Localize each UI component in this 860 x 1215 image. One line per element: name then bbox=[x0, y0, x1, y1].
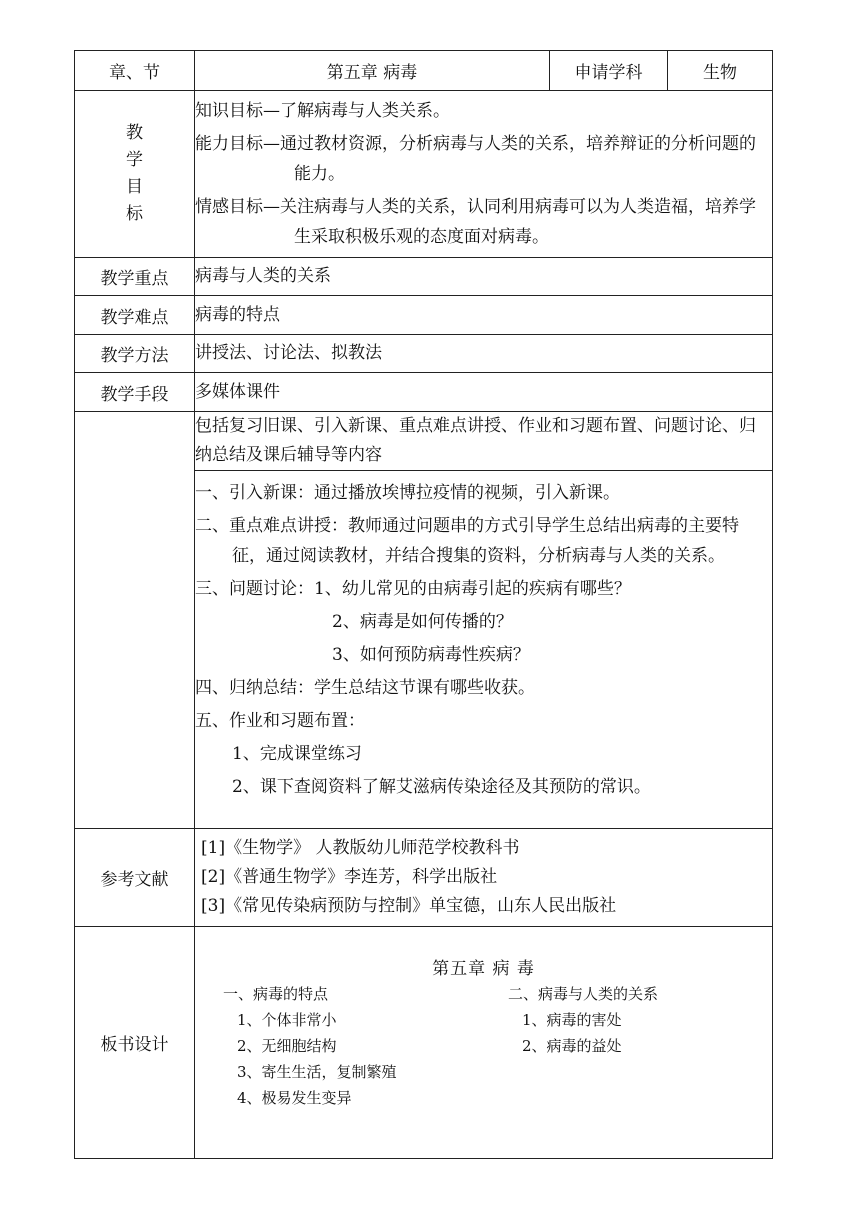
process-note: 包括复习旧课、引入新课、重点难点讲授、作业和习题布置、问题讨论、归纳总结及课后辅导等内容 bbox=[195, 412, 773, 471]
homework-item: 1、完成课堂练习 bbox=[232, 744, 362, 764]
objectives-label-char: 教 bbox=[126, 123, 143, 143]
board-left-item: 4、极易发生变异 bbox=[237, 1089, 352, 1107]
process-step: 五、作业和习题布置： bbox=[195, 711, 365, 731]
board-left-item: 1、个体非常小 bbox=[237, 1011, 337, 1029]
key-point-value: 病毒与人类的关系 bbox=[195, 258, 773, 296]
key-point-row bbox=[75, 258, 773, 296]
process-step: 四、归纳总结：学生总结这节课有哪些收获。 bbox=[195, 678, 535, 698]
references-list bbox=[195, 829, 773, 927]
process-step: 二、重点难点讲授：教师通过问题串的方式引导学生总结出病毒的主要特征，通过阅读教材，并结合搜集的资料，分析病毒与人类的关系。 bbox=[195, 516, 739, 566]
board-right-item: 1、病毒的害处 bbox=[522, 1011, 622, 1029]
references-label: 参考文献 bbox=[75, 829, 195, 927]
board-right-item: 2、病毒的益处 bbox=[522, 1037, 622, 1055]
subject-label: 申请学科 bbox=[550, 51, 668, 91]
ability-objective: 能力目标—通过教材资源，分析病毒与人类的关系，培养辩证的分析问题的能力。 bbox=[195, 134, 756, 184]
subject-value: 生物 bbox=[668, 51, 773, 91]
difficulty-value: 病毒的特点 bbox=[195, 296, 773, 335]
reference-item: [2]《普通生物学》李连芳，科学出版社 bbox=[201, 867, 498, 887]
knowledge-objective: 知识目标—了解病毒与人类关系。 bbox=[195, 101, 450, 121]
means-label: 教学手段 bbox=[75, 373, 195, 412]
objectives-label bbox=[75, 91, 195, 258]
process-step: 一、引入新课：通过播放埃博拉疫情的视频，引入新课。 bbox=[195, 483, 620, 503]
means-row bbox=[75, 373, 773, 412]
method-label: 教学方法 bbox=[75, 335, 195, 373]
key-point-label: 教学重点 bbox=[75, 258, 195, 296]
header-row bbox=[75, 51, 773, 91]
board-title: 第五章 病 毒 bbox=[432, 959, 535, 979]
board-left-column bbox=[223, 981, 397, 1111]
method-value: 讲授法、讨论法、拟教法 bbox=[195, 335, 773, 373]
homework-item: 2、课下查阅资料了解艾滋病传染途径及其预防的常识。 bbox=[232, 777, 651, 797]
emotion-objective: 情感目标—关注病毒与人类的关系，认同利用病毒可以为人类造福，培养学生采取积极乐观的态度面对病毒。 bbox=[195, 197, 756, 247]
means-value: 多媒体课件 bbox=[195, 373, 773, 412]
discussion-question: 3、如何预防病毒性疾病？ bbox=[332, 645, 530, 665]
board-right-heading: 二、病毒与人类的关系 bbox=[508, 985, 659, 1003]
objectives-content bbox=[195, 91, 773, 258]
board-row bbox=[75, 927, 773, 1159]
objectives-label-char: 学 bbox=[126, 150, 143, 170]
chapter-label: 章、节 bbox=[75, 51, 195, 91]
board-left-heading: 一、病毒的特点 bbox=[223, 985, 329, 1003]
process-content bbox=[195, 471, 773, 829]
board-content bbox=[195, 927, 773, 1159]
board-left-item: 2、无细胞结构 bbox=[237, 1037, 337, 1055]
process-label-cell bbox=[75, 412, 195, 829]
difficulty-label: 教学难点 bbox=[75, 296, 195, 335]
difficulty-row bbox=[75, 296, 773, 335]
objectives-label-char: 目 bbox=[126, 177, 143, 197]
board-label: 板书设计 bbox=[75, 927, 195, 1159]
lesson-plan-table bbox=[74, 50, 773, 1159]
chapter-value: 第五章 病毒 bbox=[195, 51, 550, 91]
process-note-row bbox=[75, 412, 773, 471]
objectives-row bbox=[75, 91, 773, 258]
process-step: 三、问题讨论：1、幼儿常见的由病毒引起的疾病有哪些？ bbox=[195, 579, 631, 599]
references-row bbox=[75, 829, 773, 927]
method-row bbox=[75, 335, 773, 373]
board-left-item: 3、寄生生活，复制繁殖 bbox=[237, 1063, 397, 1081]
board-right-column bbox=[508, 981, 658, 1059]
reference-item: [3]《常见传染病预防与控制》单宝德，山东人民出版社 bbox=[201, 896, 617, 916]
objectives-label-char: 标 bbox=[126, 204, 143, 224]
discussion-question: 2、病毒是如何传播的？ bbox=[332, 612, 513, 632]
reference-item: [1]《生物学》 人教版幼儿师范学校教科书 bbox=[201, 838, 520, 858]
